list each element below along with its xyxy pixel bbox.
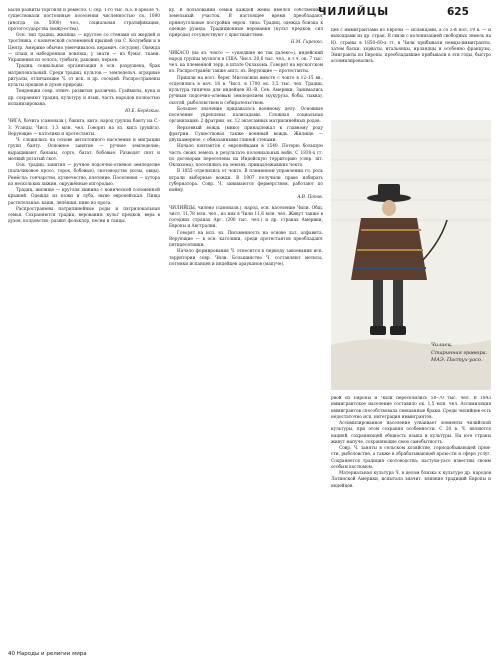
paragraph: Осн. тип традиц. жилища — круглое со стенами из жердей и тростника, с конической соломенной крышей (на С. Колумбии и в Центр. Америке обычно увенчивалось керамич. сосудом). Одежда — плащ и набедренная повязка; у знати — из бумаг. ткани. Украшения из золота, тумбаги, раковин, перьев. — [8, 33, 160, 63]
author-signature: А.В. Попов. — [297, 195, 323, 201]
paragraph: Ч. сложились на основе автохтонного населения и миграции групп банту. Основное занятие — ручное земледелие; выращивают бананы, сорго, батат, бобовые. Разводят скот и мелкий рогатый скот. — [8, 138, 160, 162]
engraving-figure — [331, 120, 491, 390]
paragraph: Говорят на исп. яз. Письменность на основе лат. алфавита. Верующие — в осн. католики, среди протестантов преобладают пятидесятники. — [169, 230, 323, 248]
page-number: 625 — [447, 6, 469, 18]
paragraph: Пришли на вост. берег Миссисипи вместе с чокто в 12–15 вв., отделились в нач. 16 в. Числ. в 1700 ок. 3,5 тыс. чел. Традиц. культура типична для индейцев Ю.-В. Сев. Америки. Занимались ручным подсечно-огневым земледелием (кукуруза, бобы, тыква), охотой, рыболовством и собирательством. — [169, 75, 323, 106]
author-signature: Н.М. Гиренко. — [290, 40, 323, 46]
paragraph: рвой из Европы и Чили переселились 50–70 тыс. чел. В 1843 иммигрантское население составило ок. 1,5 млн. чел. Ассимиляция иммигрантов способствовала смешанные браки. Среди чилийцев есть недостаточно исп. интеграция иммигрантов. — [331, 396, 491, 420]
paragraph: Верховный вождь (мико) принадлежал к главному роду фратрии. Существовал также военный вождь. Жилище — двухкамерное, с обмазанными глиной стенами. — [169, 125, 323, 143]
paragraph: Распространены патрилинейные роды и патрилокальная семья. Сохраняются традиц. верования: культ предков, вера в духов, колдовство; развит фольклор, песни и танцы. — [8, 206, 160, 225]
figure-caption — [431, 342, 489, 365]
text-column-middle — [169, 8, 323, 648]
page-footer: 40 Народы и религии мира — [8, 651, 87, 657]
paragraph: Совр. Ч. заняты в сельском хозяйстве, горнодобывающей пром-сти, рыболовстве, а также в обрабатывающей пром-сти и сфере услуг. Сохраняется традиция скотоводства; пастухи-уасо известны своим особым костюмом. — [331, 446, 491, 470]
paragraph: Традиц. социальная организация в осн. разрушена, брак матрилокальный. Среди традиц. культов — земледельч. аграрные ритуалы, отличающие Ч. от исп. и др. соседей. Распространены культы предков и духов природы. — [8, 64, 160, 88]
paragraph: ку. В пользовании семьи каждой жены имелся собственный земельный участок. В настоящее время преобладают прямоугольные постройки европ. типа. Традиц. одежда близка к одежде руанда. Традиционные верования (культ предков, сил природы) сосуществуют с христианством. — [169, 8, 323, 38]
text-column-left — [8, 8, 160, 648]
paragraph: Тенденция совр. этнич. развития различна. Гуаймиты, куна и др. сохраняют традиц. культуру и язык, часть народов полностью испанизирована. — [8, 89, 160, 107]
paragraph: Большое значение придавалось военному делу. Основные поселения укреплены палисадами. Сложная социальная организация: 2 фратрии, ок. 12 экзогамных матрилинейных родов. — [169, 106, 323, 125]
paragraph: Осн. традиц. занятия — ручное подсечно-огневое земледелие (пальчиковое просо, горох, бобовые), скотоводство (козы, овцы). Ремёсла: гончарство, кузнечество, плетение. Поселения — хутора из нескольких хижин, окружённые изгородью. — [8, 163, 160, 187]
paragraph: Ассимилированное население усваивает элементы чилийской культуры, при этом сохраняя особенности. С 20 в. Ч. являются нацией, сохраняющей общность языка и культуры. На юге страны живут мапуче, сохраняющие свою самобытность. — [331, 421, 491, 445]
caption-name: Чилиец. — [431, 342, 453, 348]
running-header-title: ЧИЛИЙЦЫ — [318, 6, 390, 18]
entry-chiga: ЧИГА, бачига (самоназв.), бакига, кига, народ группы банту на С.-З. Уганды. Числ. 1,3 млн. чел. Говорят на яз. кига (руки́га). Верующие — католики и протестанты. — [8, 119, 160, 137]
paragraph: В 1855 отделились от чокто. В племенном управлении гл. роль играли выборные вожди. В 1907 получили право избирать губернатора. Совр. Ч. занимаются фермерством, работают по найму. — [169, 169, 323, 193]
text-column-right-bottom — [331, 396, 491, 648]
paragraph: Начало формирования Ч. относится к периоду завоевания исп. территории совр. Чили. Большинство Ч. составляют метисы, потомки испанцев и индейцев арауканов (мапуче). — [169, 249, 323, 267]
paragraph: Традиц. жилище — круглая хижина с конической соломенной крышей. Одежда из кожи и луба, ныне европейская. Пища растительная: каши, лепёшки, пиво из проса. — [8, 188, 160, 206]
caption-description: Старинная гравюра. МАЭ. Пастух-уасо. — [431, 349, 488, 363]
paragraph: цев с иммигрантами из Европы — испанцами, а со 2-й пол. 19 в. — и выходцами из др. стран. В связи с колонизацией свободных земель на Ю. страны в 1850–60-х гг. в Чили прибывали немцы-иммигранты, затем баски, хорваты, итальянцы, ирландцы и особенно французы. Эмигранты из Европы, преобладавшие прибывали в эти годы, быстро ассимилировались. — [331, 28, 491, 65]
paragraph: Были развиты торговля и ремесло. С сер. 1-го тыс. н.э. в ареале Ч. существовали постоянные поселения численностью св. 1000 (иногда св. 5000) чел., социальная стратификация, протогосударства (вожд-ества). — [8, 8, 160, 32]
entry-chiliytsy: ЧИЛИЙЦЫ, чилено (самоназв.), народ, осн. население Чили. Общ. числ. 11,78 млн. чел., из них в Чили 11,6 млн. чел. Живут также в соседних странах Арг. (200 тыс. чел.) и др. странах Америки, Европы и Австралии. — [169, 205, 323, 230]
text-column-right-top — [331, 28, 491, 118]
paragraph: Материальная культура Ч. в целом близка к культуре др. народов Латинской Америки, испытала значит. влияние традиций Европы и индейцев. — [331, 471, 491, 489]
author-signature: Ю.Е. Берёзкин. — [125, 109, 160, 114]
entry-chikaso: ЧИКАСО (на яз. чокто — «ушедшие не так далеко»), индейский народ группы мускоги в США. Числ. 20,6 тыс. чел., в т.ч. ок. 7 тыс. чел. на племенной терр. в штате Оклахома. Говорят на мускогском яз. Распространён также англ. яз. Верующие — протестанты. — [169, 50, 323, 75]
paragraph: Начало контактов с европейцами в 1540. Потерю большую часть своих земель в результате колониальных войн. С 1830-х гг. по договорам переселены на Индейскую территорию (совр. шт. Оклахома), поселились на землях, принадлежавших чокто. — [169, 144, 323, 168]
